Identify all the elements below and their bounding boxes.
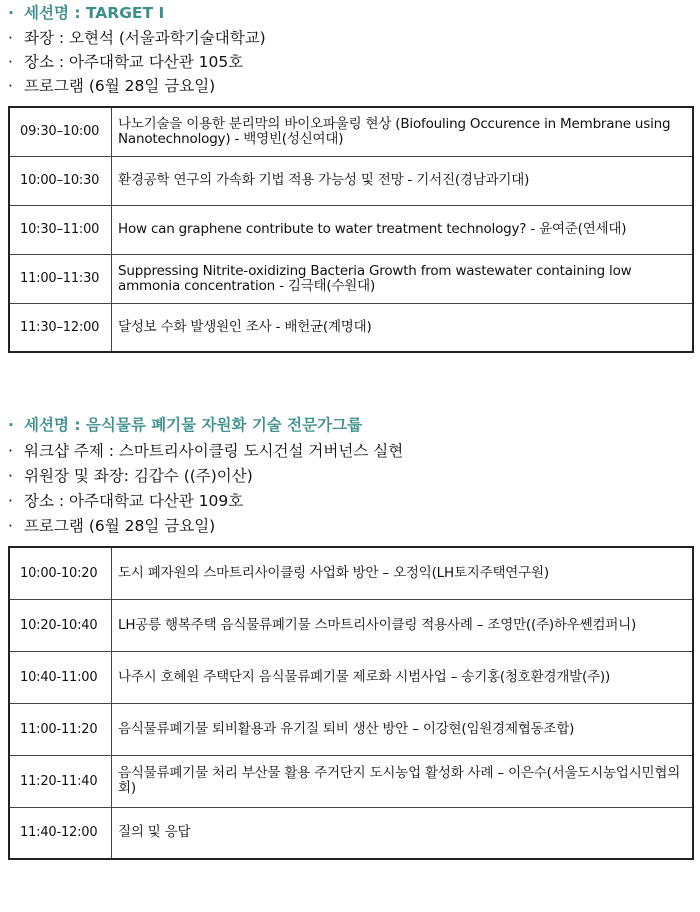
- session2-program: [8, 516, 215, 536]
- desc-cell: 음식물류폐기물 처리 부산물 활용 주거단지 도시농업 활성화 사례 – 이은수(서울도시농업시민협의회): [112, 755, 694, 807]
- bullet: ·: [8, 77, 13, 95]
- time-cell: 10:00–10:30: [9, 156, 112, 205]
- desc-cell: 도시 폐자원의 스마트리사이클링 사업화 방안 – 오정익(LH토지주택연구원): [112, 547, 694, 599]
- table-row: [9, 807, 693, 859]
- table-row: [9, 107, 693, 156]
- desc-cell: 질의 및 응답: [112, 807, 694, 859]
- session1-schedule-table: [8, 106, 694, 353]
- desc-cell: Suppressing Nitrite-oxidizing Bacteria Growth from wastewater containing low ammonia concentration - 김극태(수원대): [112, 254, 694, 303]
- desc-cell: 달성보 수화 발생원인 조사 - 배헌균(계명대): [112, 303, 694, 352]
- session2-chair: [8, 466, 253, 486]
- time-cell: 11:00-11:20: [9, 703, 112, 755]
- desc-cell: 나노기술을 이용한 분리막의 바이오파울링 현상 (Biofouling Occurence in Membrane using Nanotechnology) - 백영빈(성신여대): [112, 107, 694, 156]
- session1-chair-text: 좌장 : 오현석 (서울과학기술대학교): [24, 29, 266, 47]
- desc-cell: LH공릉 행복주택 음식물류폐기물 스마트리사이클링 적용사례 – 조영만((주)하우쎈컴퍼니): [112, 599, 694, 651]
- bullet: ·: [8, 517, 13, 535]
- session2-topic: [8, 441, 403, 461]
- table-row: [9, 755, 693, 807]
- desc-cell: 환경공학 연구의 가속화 기법 적용 가능성 및 전망 - 기서진(경남과기대): [112, 156, 694, 205]
- time-cell: 11:00–11:30: [9, 254, 112, 303]
- session1-title: [8, 3, 164, 23]
- table-row: [9, 156, 693, 205]
- bullet: ·: [8, 53, 13, 71]
- table-row: [9, 703, 693, 755]
- time-cell: 11:20-11:40: [9, 755, 112, 807]
- session1-program: [8, 76, 215, 96]
- time-cell: 09:30–10:00: [9, 107, 112, 156]
- table-row: [9, 205, 693, 254]
- session2-program-text: 프로그램 (6월 28일 금요일): [24, 517, 216, 535]
- session1-chair: [8, 28, 266, 48]
- time-cell: 10:40-11:00: [9, 651, 112, 703]
- session2-title: [8, 415, 362, 435]
- time-cell: 11:40-12:00: [9, 807, 112, 859]
- bullet: ·: [8, 442, 13, 460]
- desc-cell: How can graphene contribute to water treatment technology? - 윤여준(연세대): [112, 205, 694, 254]
- session2-chair-text: 위원장 및 좌장: 김갑수 ((주)이산): [24, 467, 253, 485]
- time-cell: 10:00-10:20: [9, 547, 112, 599]
- table-row: [9, 547, 693, 599]
- bullet: ·: [8, 467, 13, 485]
- table-row: [9, 254, 693, 303]
- time-cell: 10:20-10:40: [9, 599, 112, 651]
- session2-venue: [8, 491, 243, 511]
- desc-cell: 음식물류폐기물 퇴비활용과 유기질 퇴비 생산 방안 – 이강현(임원경제협동조합): [112, 703, 694, 755]
- time-cell: 11:30–12:00: [9, 303, 112, 352]
- desc-cell: 나주시 호혜원 주택단지 음식물류폐기물 제로화 시범사업 – 송기홍(청호환경개발(주)): [112, 651, 694, 703]
- table-row: [9, 599, 693, 651]
- time-cell: 10:30–11:00: [9, 205, 112, 254]
- session1-venue: [8, 52, 243, 72]
- bullet: ·: [8, 4, 14, 22]
- session1-venue-text: 장소 : 아주대학교 다산관 105호: [24, 53, 244, 71]
- session2-venue-text: 장소 : 아주대학교 다산관 109호: [24, 492, 244, 510]
- session2-topic-text: 워크샵 주제 : 스마트리사이클링 도시건설 거버넌스 실현: [24, 442, 404, 460]
- session1-title-text: 세션명 : TARGET Ⅰ: [24, 4, 165, 22]
- session2-title-text: 세션명 : 음식물류 폐기물 자원화 기술 전문가그룹: [24, 416, 363, 434]
- table-row: [9, 303, 693, 352]
- bullet: ·: [8, 492, 13, 510]
- bullet: ·: [8, 416, 14, 434]
- bullet: ·: [8, 29, 13, 47]
- session2-schedule-table: [8, 546, 694, 860]
- table-row: [9, 651, 693, 703]
- session1-program-text: 프로그램 (6월 28일 금요일): [24, 77, 216, 95]
